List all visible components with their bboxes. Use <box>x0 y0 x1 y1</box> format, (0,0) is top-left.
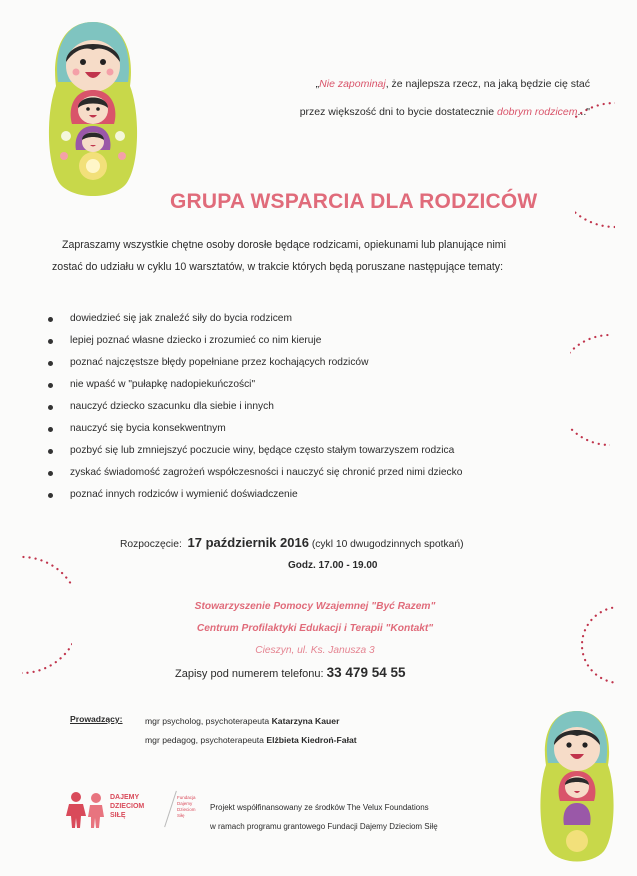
topic-text: nauczyć dziecko szacunku dla siebie i innych <box>70 401 274 412</box>
logo-line-2: DZIECIOM <box>110 803 145 810</box>
topics-list <box>48 308 568 506</box>
intro-line-2: zostać do udziału w cyklu 10 warsztatów, w trakcie których będą poruszane następujące tematy: <box>52 261 504 273</box>
list-item <box>48 484 568 506</box>
topic-text: nie wpaść w "pułapkę nadopiekuńczości" <box>70 379 256 390</box>
bullet-icon <box>48 383 53 388</box>
leaders-label: Prowadzący: <box>70 714 123 724</box>
bullet-icon <box>48 427 53 432</box>
funding-line-1: Projekt współfinansowany ze środków The Velux Foundations <box>210 803 429 812</box>
intro-line-1: Zapraszamy wszystkie chętne osoby dorosłe będące rodzicami, opiekunami lub planujące nimi <box>62 239 506 251</box>
bullet-icon <box>48 339 53 344</box>
start-note: (cykl 10 dwugodzinnych spotkań) <box>311 539 464 550</box>
dotted-arc-right-mid <box>570 325 610 455</box>
phone-number: 33 479 54 55 <box>326 665 406 680</box>
dotted-arc-bottom-right <box>575 600 615 690</box>
matryoshka-illustration-top <box>38 16 148 201</box>
logo-divider <box>164 791 177 827</box>
start-label: Rozpoczęcie: <box>120 539 182 550</box>
topic-text: lepiej poznać własne dziecko i zrozumieć co nim kieruje <box>70 335 322 346</box>
quote-part-2: przez większość dni to bycie dostatecznie <box>299 106 497 118</box>
bullet-icon <box>48 361 53 366</box>
foundation-logo-icon <box>64 790 108 830</box>
funding-line-2: w ramach programu grantowego Fundacji Dajemy Dzieciom Siłę <box>210 822 438 831</box>
start-info <box>120 535 464 550</box>
intro-paragraph <box>52 234 572 278</box>
foundation-logo-subtext <box>177 795 196 819</box>
quote-open-mark: „ <box>315 78 320 90</box>
registration-label: Zapisy pod numerem telefonu: <box>175 668 324 680</box>
leader-1-role: mgr psycholog, psychoterapeuta <box>145 716 272 726</box>
bullet-icon <box>48 493 53 498</box>
list-item <box>48 352 568 374</box>
organizer-1: Stowarzyszenie Pomocy Wzajemnej "Być Razem" <box>194 601 436 612</box>
quote-close: ..." <box>577 106 590 118</box>
logo-sub-line-4: Siłę <box>177 813 185 818</box>
list-item <box>48 440 568 462</box>
leader-2-role: mgr pedagog, psychoterapeuta <box>145 735 267 745</box>
logo-sub-line-3: Dzieciom <box>177 807 196 812</box>
list-item <box>48 330 568 352</box>
leader-1-name: Katarzyna Kauer <box>271 716 340 726</box>
list-item <box>48 418 568 440</box>
topic-text: poznać najczęstsze błędy popełniane przez kochających rodziców <box>70 357 369 368</box>
bullet-icon <box>48 317 53 322</box>
quote-part-1: , że najlepsza rzecz, na jaką będzie cię stać <box>385 78 590 90</box>
organizer-2: Centrum Profilaktyki Edukacji i Terapii "Kontakt" <box>196 623 434 634</box>
topic-text: dowiedzieć się jak znaleźć siły do bycia rodzicem <box>70 313 292 324</box>
leader-2 <box>145 735 357 745</box>
topic-text: zyskać świadomość zagrożeń współczesności i nauczyć się chronić przed nimi dziecko <box>70 467 463 478</box>
list-item <box>48 308 568 330</box>
topic-text: pozbyć się lub zmniejszyć poczucie winy, będące często stałym towarzyszem rodzica <box>70 445 455 456</box>
leader-2-name: Elżbieta Kiedroń-Fałat <box>266 735 357 745</box>
list-item <box>48 462 568 484</box>
funding-note <box>210 798 438 836</box>
page-title: GRUPA WSPARCIA DLA RODZICÓW <box>170 190 538 213</box>
bullet-icon <box>48 405 53 410</box>
address: Cieszyn, ul. Ks. Janusza 3 <box>255 645 375 656</box>
opening-quote <box>190 70 590 126</box>
bullet-icon <box>48 471 53 476</box>
logo-sub-line-1: Fundacja <box>177 795 196 800</box>
start-date: 17 październik 2016 <box>187 535 309 550</box>
registration-info <box>175 665 405 680</box>
logo-sub-line-2: Dajemy <box>177 801 193 806</box>
topic-text: poznać innych rodziców i wymienić doświadczenie <box>70 489 298 500</box>
list-item <box>48 396 568 418</box>
quote-emphasis-2: dobrym rodzicem <box>496 106 578 118</box>
list-item <box>48 374 568 396</box>
leader-1 <box>145 716 339 726</box>
foundation-logo-text <box>110 793 144 820</box>
logo-line-1: DAJEMY <box>110 794 140 801</box>
meeting-hours: Godz. 17.00 - 19.00 <box>288 560 378 571</box>
quote-emphasis-1: Nie zapominaj <box>319 78 386 90</box>
topic-text: nauczyć się bycia konsekwentnym <box>70 423 226 434</box>
logo-line-3: SIŁĘ <box>110 812 126 819</box>
matryoshka-illustration-bottom <box>532 705 622 865</box>
bullet-icon <box>48 449 53 454</box>
dotted-arc-left <box>22 540 72 690</box>
